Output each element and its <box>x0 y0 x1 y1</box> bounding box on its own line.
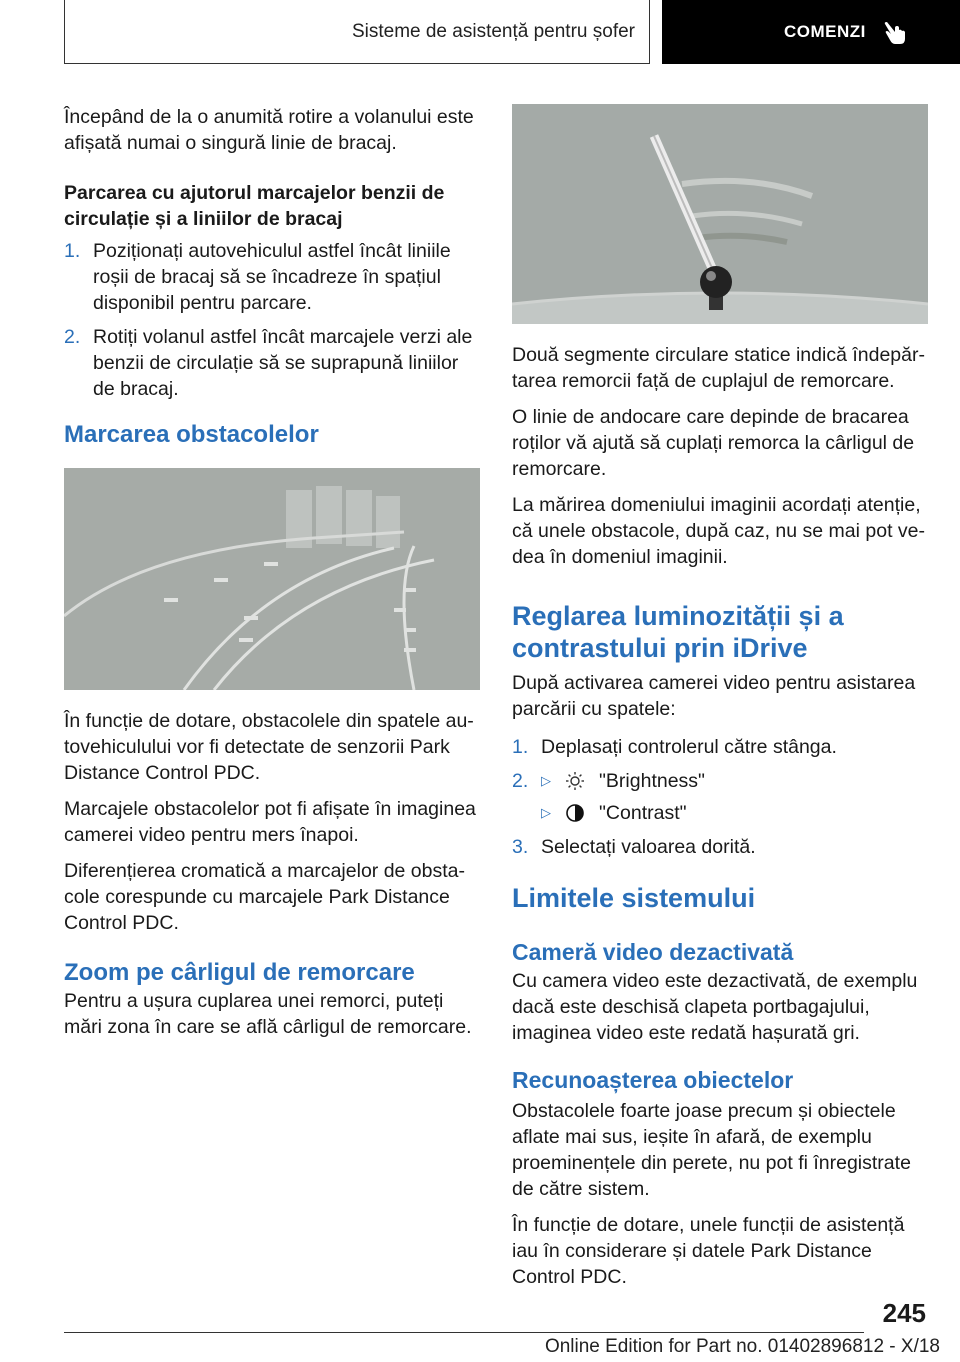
recognition-paragraph-1: Obstacolele foarte joase precum și obiectele aflate mai sus, ieșite în afară, de exemplu proeminențele din perete, nu pot fi înregistrate de către sistem. <box>512 1100 911 1200</box>
list-item: 2. ▷ "Brightness" ▷ "Contrast" <box>512 768 928 826</box>
obstacle-paragraph-2: Marcajele obstacolelor pot fi afișate în imaginea camerei video pentru mers înapoi. <box>64 798 476 846</box>
list-item: 2. Rotiți volanul astfel încât marcajele verzi ale benzii de circulație să se suprapună liniilor de bracaj. <box>64 326 473 400</box>
obstacle-paragraph-1: În funcție de dotare, obstacolele din spatele autovehiculului vor fi detectate de senzorii Park Distance Control PDC. <box>64 710 474 784</box>
contrast-label: "Contrast" <box>599 802 687 824</box>
contrast-icon <box>565 803 585 823</box>
left-column <box>64 104 480 1040</box>
recognition-paragraph-2: În funcție de dotare, unele funcții de asistență iau în considerare și datele Park Distance Control PDC. <box>512 1214 905 1288</box>
section-title: Sisteme de asistență pentru șofer <box>351 20 635 42</box>
contrast-option[interactable] <box>541 800 928 826</box>
heading-system-limits: Limitele sistemului <box>512 883 756 913</box>
brightness-intro: După activarea camerei video pentru asistarea parcării cu spatele: <box>512 672 916 720</box>
heading-obstacle-marking: Marcarea obstacolelor <box>64 421 319 448</box>
list-item: 1. Deplasați controlerul către stânga. <box>512 736 837 758</box>
triangle-right-icon: ▷ <box>541 773 551 788</box>
heading-brightness-contrast: Reglarea luminozității și a contrastului prin iDrive <box>512 601 844 663</box>
camera-disabled-paragraph: Cu camera video este dezactivată, de exemplu dacă este deschisă clapeta portbagajului, imaginea video este redată hașurată gri. <box>512 970 918 1044</box>
hitch-paragraph-1: Două segmente circulare statice indică îndepărtarea remorcii față de cuplajul de remorcare. <box>512 344 925 392</box>
obstacle-marking-image <box>64 468 480 690</box>
intro-paragraph: Începând de la o anumită rotire a volanului este afișată numai o singură linie de bracaj. <box>64 106 474 154</box>
chapter-tab[interactable] <box>662 0 960 64</box>
zoom-paragraph: Pentru a ușura cuplarea unei remorci, puteți mări zona în care se află cârligul de remorcare. <box>64 990 472 1038</box>
hitch-paragraph-2: O linie de andocare care depinde de bracarea roților vă ajută să cuplați remorca la cârligul de remorcare. <box>512 406 915 480</box>
heading-object-recognition: Recunoașterea obiectelor <box>512 1067 794 1093</box>
subheading-parking-markings: Parcarea cu ajutorul marcajelor benzii de circulație și a liniilor de bracaj <box>64 182 445 230</box>
list-item: 3. Selectați valoarea dorită. <box>512 836 756 858</box>
chapter-tab-label: COMENZI <box>784 22 866 41</box>
edition-note: Online Edition for Part no. 01402896812 - X/18 <box>544 1336 940 1357</box>
heading-hitch-zoom: Zoom pe cârligul de remorcare <box>64 959 415 986</box>
list-item: 1. Poziționați autovehiculul astfel încât liniile roșii de bracaj să se încadreze în spațiul disponibil pentru parcare. <box>64 240 451 314</box>
brightness-option[interactable] <box>541 768 928 794</box>
triangle-right-icon: ▷ <box>541 805 551 820</box>
parking-steps-list <box>64 238 480 402</box>
hand-pointer-icon <box>882 19 908 45</box>
page-number: 245 <box>882 1298 926 1328</box>
brightness-steps-list <box>512 734 928 860</box>
right-column <box>512 104 928 1290</box>
obstacle-paragraph-3: Diferențierea cromatică a marcajelor de obstacole corespunde cu marcajele Park Distance Control PDC. <box>64 860 466 934</box>
brightness-icon <box>565 771 585 791</box>
section-header <box>64 0 650 64</box>
hitch-paragraph-3: La mărirea domeniului imaginii acordați atenție, că unele obstacole, după caz, nu se mai pot vedea în domeniul imaginii. <box>512 494 926 568</box>
brightness-label: "Brightness" <box>599 770 705 792</box>
heading-camera-disabled: Cameră video dezactivată <box>512 939 794 965</box>
hitch-zoom-image <box>512 104 928 324</box>
footer-divider <box>64 1332 864 1333</box>
